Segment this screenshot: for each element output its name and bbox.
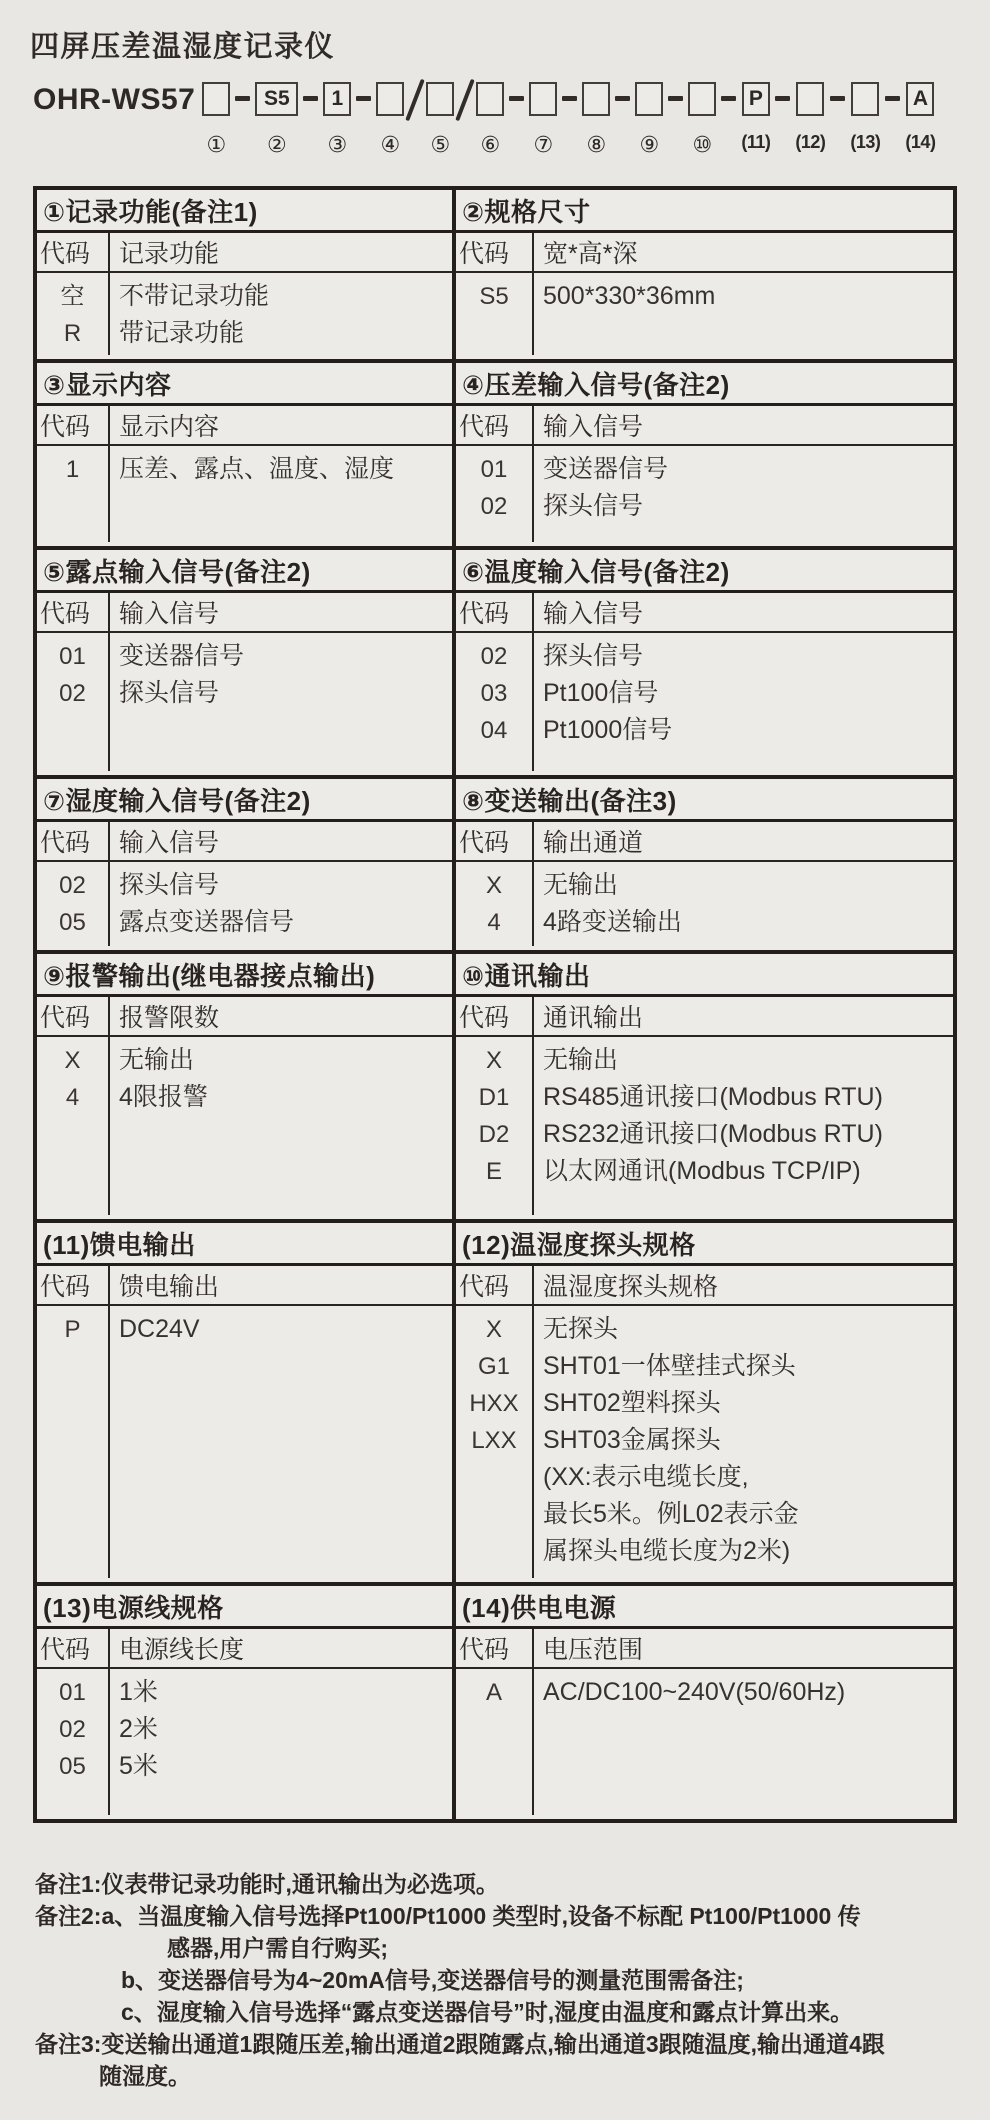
section-body	[37, 1306, 452, 1582]
desc-column	[534, 1306, 953, 1578]
model-position-8	[582, 82, 610, 158]
section-7-humidity-input	[37, 779, 456, 950]
code-cell: P	[64, 1316, 81, 1343]
code-header: 代码	[37, 593, 110, 631]
section-body	[37, 446, 452, 546]
code-cell: 03	[480, 680, 508, 707]
desc-cell: Pt100信号	[543, 679, 659, 707]
desc-cell: 以太网通讯(Modbus TCP/IP)	[543, 1157, 861, 1185]
note-line: 备注1:仪表带记录功能时,通讯输出为必选项。	[35, 1871, 499, 1897]
desc-header: 输出通道	[543, 829, 644, 857]
desc-cell: 探头信号	[119, 871, 220, 899]
desc-cell: Pt1000信号	[543, 716, 673, 744]
code-cell: 02	[59, 680, 86, 707]
section-2-dimensions	[456, 190, 953, 359]
desc-cell: 无输出	[543, 871, 619, 899]
desc-column	[534, 633, 953, 771]
model-prefix: OHR-WS57	[33, 83, 196, 116]
code-column	[37, 1306, 110, 1578]
code-header: 代码	[37, 406, 110, 444]
desc-cell: 无探头	[543, 1315, 619, 1343]
note-line: b、变送器信号为4~20mA信号,变送器信号的测量范围需备注;	[121, 1967, 744, 1993]
dash-separator	[721, 96, 736, 101]
desc-header: 温湿度探头规格	[543, 1273, 719, 1301]
model-box	[796, 82, 824, 116]
footnotes	[35, 1868, 970, 2092]
code-column	[456, 633, 534, 771]
section-title: ④压差输入信号(备注2)	[456, 363, 953, 406]
table-block-5	[33, 950, 957, 1223]
code-cell: X	[485, 1316, 502, 1343]
section-subheader	[37, 233, 452, 273]
desc-cell: 无输出	[119, 1046, 195, 1074]
desc-cell: 压差、露点、温度、湿度	[119, 455, 395, 483]
section-title: (12)温湿度探头规格	[456, 1223, 953, 1266]
code-cell: 04	[480, 717, 508, 744]
code-header: 代码	[456, 593, 534, 631]
model-box	[688, 82, 716, 116]
code-column	[456, 1669, 534, 1815]
section-subheader	[456, 1629, 953, 1669]
desc-column	[110, 633, 452, 771]
section-body	[37, 1669, 452, 1819]
model-position-5	[426, 82, 454, 158]
code-cell: X	[485, 1047, 502, 1074]
section-title: ⑤露点输入信号(备注2)	[37, 550, 452, 593]
section-subheader	[37, 822, 452, 862]
desc-column	[534, 862, 953, 946]
desc-header: 输入信号	[543, 413, 644, 441]
model-position-4	[376, 82, 404, 158]
note-line: 随湿度。	[99, 2063, 191, 2089]
section-11-power-feed-output	[37, 1223, 456, 1582]
code-cell: D1	[478, 1084, 510, 1111]
section-8-transmit-output	[456, 779, 953, 950]
section-title: (14)供电电源	[456, 1586, 953, 1629]
desc-header: 通讯输出	[543, 1004, 644, 1032]
code-cell: 02	[480, 493, 508, 520]
desc-cell: RS485通讯接口(Modbus RTU)	[543, 1083, 883, 1111]
desc-cell: 探头信号	[543, 492, 644, 520]
model-box	[426, 82, 454, 116]
desc-header: 输入信号	[119, 829, 220, 857]
section-1-record-function	[37, 190, 456, 359]
model-position-3	[323, 82, 351, 158]
code-header: 代码	[456, 822, 534, 860]
desc-header: 宽*高*深	[543, 240, 638, 268]
note-line: 感器,用户需自行购买;	[167, 1935, 389, 1961]
code-column	[37, 1037, 110, 1215]
position-number: (12)	[795, 132, 826, 152]
code-column	[37, 633, 110, 771]
position-number: (13)	[850, 132, 881, 152]
dash-separator	[235, 96, 250, 101]
code-cell: 4	[65, 1084, 80, 1111]
position-number: ⑧	[586, 132, 607, 157]
code-cell: 1	[65, 456, 80, 483]
section-5-dewpoint-input	[37, 550, 456, 775]
table-block-3	[33, 546, 957, 779]
desc-column	[534, 446, 953, 542]
section-9-alarm-output	[37, 954, 456, 1219]
desc-header: 馈电输出	[119, 1273, 220, 1301]
position-number: ⑦	[533, 132, 554, 157]
desc-column	[110, 1306, 452, 1578]
code-header: 代码	[37, 233, 110, 271]
section-title: ②规格尺寸	[456, 190, 953, 233]
desc-cell: 属探头电缆长度为2米)	[543, 1537, 791, 1565]
code-column	[456, 1037, 534, 1215]
section-subheader	[456, 233, 953, 273]
position-number: (11)	[741, 132, 771, 152]
code-cell: E	[485, 1158, 502, 1185]
section-subheader	[37, 1629, 452, 1669]
desc-cell: 变送器信号	[543, 455, 669, 483]
model-box: 1	[323, 82, 351, 116]
code-cell: 05	[59, 1753, 86, 1780]
desc-column	[110, 862, 452, 946]
model-position-11	[741, 82, 770, 153]
desc-cell: 探头信号	[543, 642, 644, 670]
section-subheader	[37, 997, 452, 1037]
model-position-10	[688, 82, 716, 158]
code-header: 代码	[37, 997, 110, 1035]
section-body	[456, 1669, 953, 1819]
section-title: ①记录功能(备注1)	[37, 190, 452, 233]
code-cell: D2	[478, 1121, 510, 1148]
position-number: ⑤	[430, 132, 451, 157]
section-body	[456, 1306, 953, 1582]
dash-separator	[830, 96, 845, 101]
model-position-14	[905, 82, 935, 153]
model-box	[476, 82, 504, 116]
model-position-13	[850, 82, 880, 153]
position-number: ⑩	[692, 132, 713, 157]
section-12-probe-spec	[456, 1223, 953, 1582]
section-title: ③显示内容	[37, 363, 452, 406]
desc-cell: SHT03金属探头	[543, 1426, 721, 1454]
desc-column	[534, 273, 953, 355]
section-subheader	[456, 997, 953, 1037]
desc-cell: AC/DC100~240V(50/60Hz)	[543, 1678, 846, 1706]
model-box	[376, 82, 404, 116]
desc-header: 电源线长度	[119, 1636, 245, 1664]
desc-header: 报警限数	[119, 1004, 220, 1032]
code-cell: HXX	[469, 1390, 519, 1417]
dash-separator	[303, 96, 318, 101]
desc-cell: 不带记录功能	[119, 282, 270, 310]
section-body	[37, 633, 452, 775]
code-header: 代码	[37, 822, 110, 860]
spec-table	[33, 186, 957, 1823]
desc-cell: SHT01一体壁挂式探头	[543, 1352, 796, 1380]
position-number: ④	[380, 132, 401, 157]
desc-cell: 4限报警	[119, 1083, 208, 1111]
section-title: ⑨报警输出(继电器接点输出)	[37, 954, 452, 997]
code-cell: S5	[479, 283, 509, 310]
position-number: ①	[206, 132, 227, 157]
code-cell: 02	[59, 872, 86, 899]
model-box	[529, 82, 557, 116]
section-subheader	[37, 593, 452, 633]
code-column	[456, 446, 534, 542]
dash-separator	[509, 96, 524, 101]
desc-cell: 无输出	[543, 1046, 619, 1074]
dash-separator	[356, 96, 371, 101]
note-line: c、湿度输入信号选择“露点变送器信号”时,湿度由温度和露点计算出来。	[121, 1999, 854, 2025]
desc-cell: 2米	[119, 1715, 158, 1743]
desc-column	[110, 1037, 452, 1215]
code-cell: 空	[60, 283, 85, 310]
section-title: (11)馈电输出	[37, 1223, 452, 1266]
section-body	[456, 273, 953, 359]
desc-header: 电压范围	[543, 1636, 644, 1664]
model-box	[202, 82, 230, 116]
position-number: ⑥	[480, 132, 501, 157]
desc-cell: 露点变送器信号	[119, 908, 295, 936]
desc-cell: 500*330*36mm	[543, 282, 716, 310]
table-block-2	[33, 359, 957, 550]
position-number: ⑨	[639, 132, 660, 157]
position-number: ②	[266, 132, 287, 157]
section-6-temperature-input	[456, 550, 953, 775]
code-cell: 05	[59, 909, 86, 936]
code-cell: G1	[477, 1353, 510, 1380]
code-cell: 4	[487, 909, 501, 936]
desc-cell: 5米	[119, 1752, 158, 1780]
model-position-2	[255, 82, 298, 158]
desc-cell: 4路变送输出	[543, 908, 682, 936]
model-position-12	[795, 82, 825, 153]
section-title: ⑩通讯输出	[456, 954, 953, 997]
desc-column	[110, 1669, 452, 1815]
model-code-line	[33, 82, 935, 158]
code-column	[456, 1306, 534, 1578]
model-position-7	[529, 82, 557, 158]
desc-cell: RS232通讯接口(Modbus RTU)	[543, 1120, 883, 1148]
desc-header: 输入信号	[543, 600, 644, 628]
code-header: 代码	[456, 406, 534, 444]
code-header: 代码	[456, 997, 534, 1035]
section-body	[456, 446, 953, 546]
model-box	[582, 82, 610, 116]
section-subheader	[456, 1266, 953, 1306]
table-block-1	[33, 186, 957, 363]
desc-header: 记录功能	[119, 240, 220, 268]
dash-separator	[668, 96, 683, 101]
section-body	[456, 633, 953, 775]
desc-column	[534, 1037, 953, 1215]
section-body	[37, 862, 452, 950]
table-block-7	[33, 1582, 957, 1823]
desc-column	[534, 1669, 953, 1815]
section-body	[37, 273, 452, 359]
dash-separator	[615, 96, 630, 101]
section-title: ⑥温度输入信号(备注2)	[456, 550, 953, 593]
section-13-power-cord-spec	[37, 1586, 456, 1819]
code-column	[37, 862, 110, 946]
desc-cell: 探头信号	[119, 679, 220, 707]
section-subheader	[456, 406, 953, 446]
model-box	[635, 82, 663, 116]
desc-column	[110, 446, 452, 542]
code-column	[37, 446, 110, 542]
code-cell: 02	[59, 1716, 86, 1743]
section-10-communication-output	[456, 954, 953, 1219]
code-cell: 01	[480, 456, 508, 483]
model-position-6	[476, 82, 504, 158]
model-position-1	[202, 82, 230, 158]
code-column	[456, 862, 534, 946]
model-box: S5	[255, 82, 298, 116]
code-cell: 01	[59, 643, 86, 670]
desc-column	[110, 273, 452, 355]
desc-header: 输入信号	[119, 600, 220, 628]
code-cell: X	[64, 1047, 81, 1074]
code-cell: R	[63, 320, 82, 347]
model-box: P	[742, 82, 770, 116]
position-number: (14)	[905, 132, 936, 152]
desc-cell: 变送器信号	[119, 642, 245, 670]
section-subheader	[456, 822, 953, 862]
slash-separator	[456, 79, 476, 122]
note-line: 备注2:a、当温度输入信号选择Pt100/Pt1000 类型时,设备不标配 Pt100/Pt1000 传	[35, 1903, 861, 1929]
code-column	[37, 1669, 110, 1815]
section-14-power-supply	[456, 1586, 953, 1819]
code-cell: 01	[59, 1679, 86, 1706]
code-header: 代码	[37, 1266, 110, 1304]
section-subheader	[37, 406, 452, 446]
code-cell: A	[485, 1679, 502, 1706]
desc-cell: (XX:表示电缆长度,	[543, 1463, 749, 1491]
section-subheader	[37, 1266, 452, 1306]
code-header: 代码	[456, 233, 534, 271]
section-title: (13)电源线规格	[37, 1586, 452, 1629]
section-3-display-content	[37, 363, 456, 546]
desc-header: 显示内容	[119, 413, 220, 441]
model-box: A	[906, 82, 934, 116]
desc-cell: DC24V	[119, 1315, 200, 1343]
desc-cell: 1米	[119, 1678, 158, 1706]
desc-cell: SHT02塑料探头	[543, 1389, 721, 1417]
dash-separator	[562, 96, 577, 101]
table-block-4	[33, 775, 957, 954]
note-line: 备注3:变送输出通道1跟随压差,输出通道2跟随露点,输出通道3跟随温度,输出通道4跟	[35, 2031, 885, 2057]
code-column	[456, 273, 534, 355]
code-header: 代码	[456, 1266, 534, 1304]
dash-separator	[775, 96, 790, 101]
code-header: 代码	[456, 1629, 534, 1667]
section-body	[37, 1037, 452, 1219]
section-body	[456, 862, 953, 950]
desc-cell: 带记录功能	[119, 319, 245, 347]
page-title: 四屏压差温湿度记录仪	[30, 31, 336, 63]
table-block-6	[33, 1219, 957, 1586]
section-4-pressure-input	[456, 363, 953, 546]
model-box	[851, 82, 879, 116]
desc-cell: 最长5米。例L02表示金	[543, 1500, 799, 1528]
dash-separator	[885, 96, 900, 101]
section-title: ⑧变送输出(备注3)	[456, 779, 953, 822]
model-position-9	[635, 82, 663, 158]
code-cell: X	[485, 872, 502, 899]
section-subheader	[456, 593, 953, 633]
section-title: ⑦湿度输入信号(备注2)	[37, 779, 452, 822]
slash-separator	[406, 79, 426, 122]
position-number: ③	[327, 132, 348, 157]
code-cell: LXX	[471, 1427, 517, 1454]
code-column	[37, 273, 110, 355]
section-body	[456, 1037, 953, 1219]
code-cell: 02	[480, 643, 508, 670]
code-header: 代码	[37, 1629, 110, 1667]
